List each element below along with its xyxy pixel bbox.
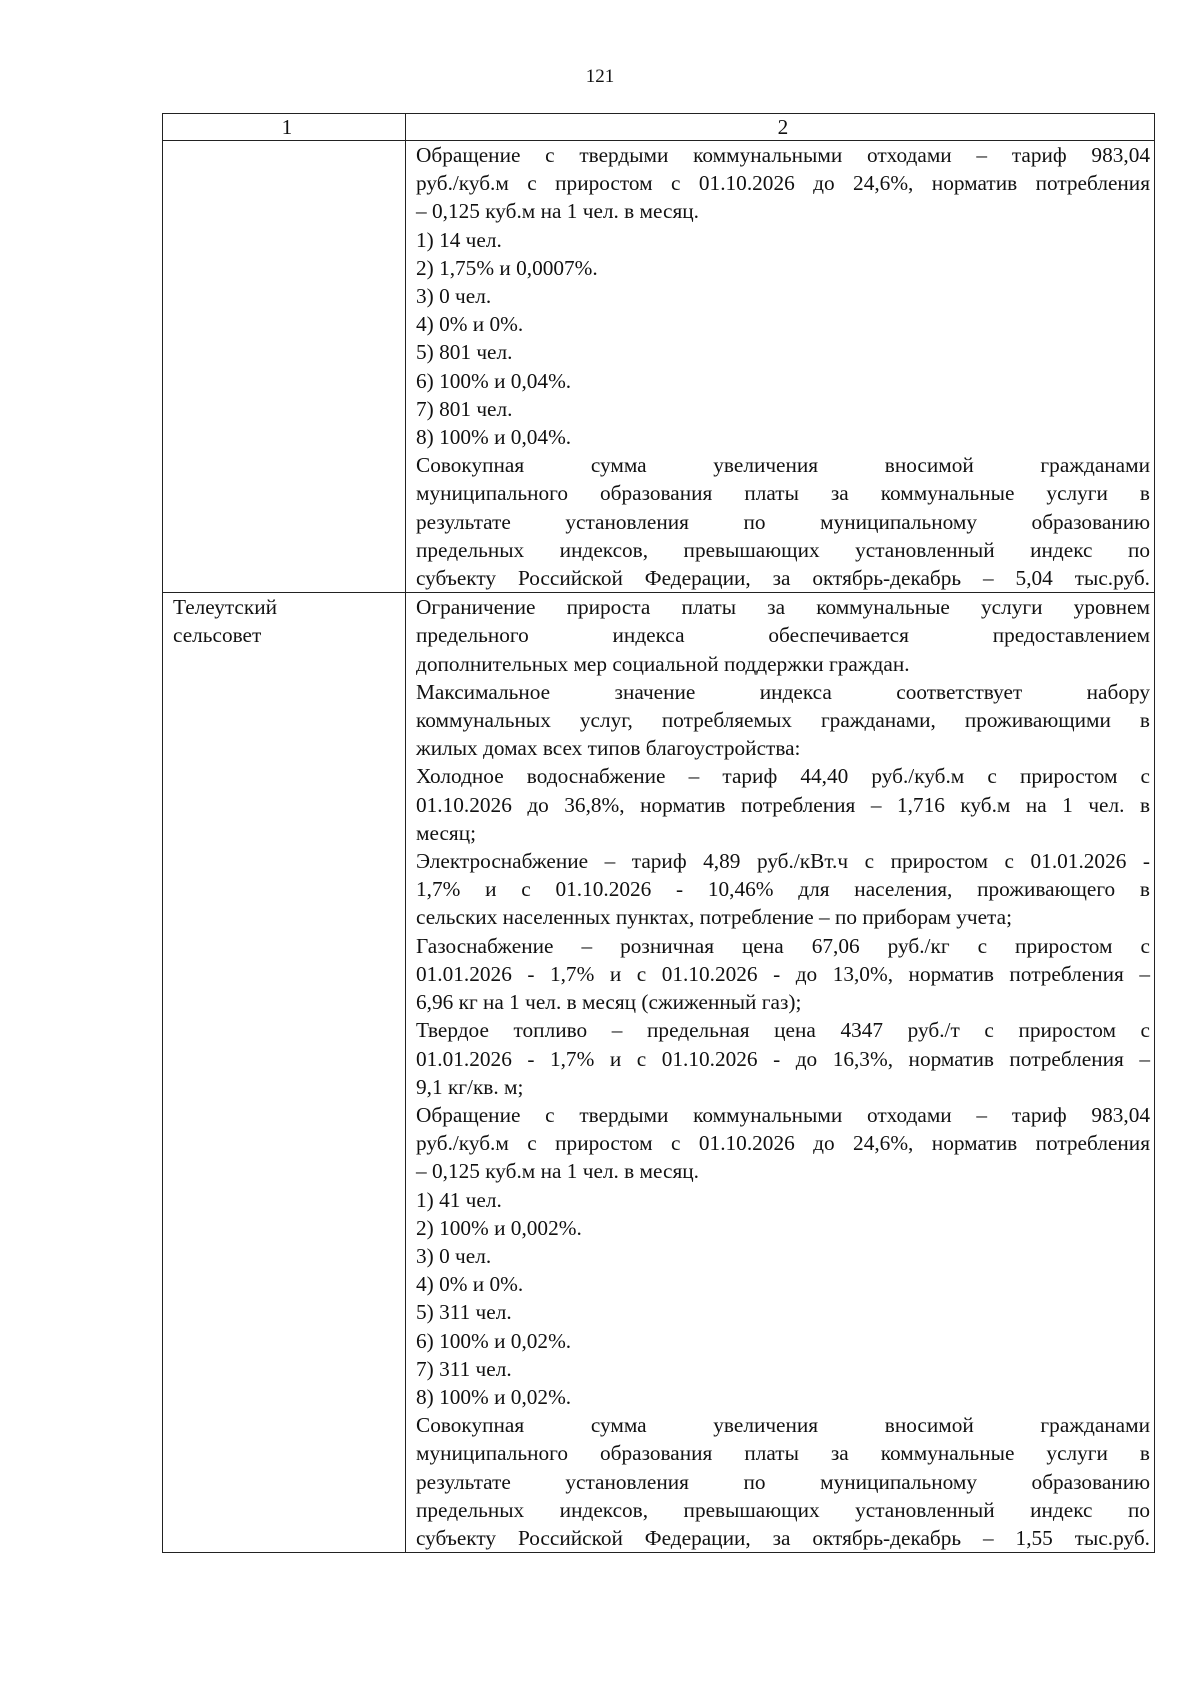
list-item: 3) 0 чел.	[416, 284, 492, 309]
municipality-name-line: Телеутский	[173, 595, 278, 620]
table-header-row	[163, 114, 1155, 141]
list-item: 5) 311 чел.	[416, 1300, 512, 1325]
list-item: 2) 1,75% и 0,0007%.	[416, 255, 598, 280]
text-line: 01.01.2026 - 1,7% и с 01.10.2026 - до 16,3%, норматив потребления –	[416, 1046, 1150, 1071]
table-body	[163, 114, 1155, 1553]
text-line: руб./куб.м с приростом с 01.10.2026 до 24,6%, норматив потребления	[416, 171, 1150, 196]
text-line: предельного индекса обеспечивается предоставлением	[416, 623, 1150, 648]
column-header-1: 1	[163, 114, 406, 141]
list-item: 8) 100% и 0,02%.	[416, 1384, 572, 1409]
text-line: муниципального образования платы за коммунальные услуги в	[416, 481, 1150, 506]
text-line: месяц;	[416, 820, 477, 845]
list-item: 2) 100% и 0,002%.	[416, 1215, 582, 1240]
text-line: – 0,125 куб.м на 1 чел. в месяц.	[416, 199, 699, 224]
table-row	[163, 141, 1155, 593]
text-line: муниципального образования платы за коммунальные услуги в	[416, 1441, 1150, 1466]
list-item: 4) 0% и 0%.	[416, 312, 524, 337]
text-line: 1,7% и с 01.10.2026 - 10,46% для населения, проживающего в	[416, 877, 1150, 902]
description-cell	[406, 141, 1155, 593]
text-line: руб./куб.м с приростом с 01.10.2026 до 24,6%, норматив потребления	[416, 1131, 1150, 1156]
text-line: – 0,125 куб.м на 1 чел. в месяц.	[416, 1159, 699, 1184]
text-line: коммунальных услуг, потребляемых гражданами, проживающими в	[416, 708, 1150, 733]
list-item: 6) 100% и 0,04%.	[416, 368, 572, 393]
list-item: 4) 0% и 0%.	[416, 1272, 524, 1297]
text-line: Совокупная сумма увеличения вносимой гражданами	[416, 1413, 1150, 1438]
list-item: 8) 100% и 0,04%.	[416, 425, 572, 450]
list-item: 1) 41 чел.	[416, 1187, 502, 1212]
text-line: 9,1 кг/кв. м;	[416, 1074, 524, 1099]
tariff-table	[162, 113, 1155, 1553]
text-line: 6,96 кг на 1 чел. в месяц (сжиженный газ);	[416, 990, 802, 1015]
text-line: Максимальное значение индекса соответствует набору	[416, 679, 1150, 704]
municipality-cell	[163, 593, 406, 1553]
text-line: жилых домах всех типов благоустройства:	[416, 736, 801, 761]
text-line: сельских населенных пунктах, потребление – по приборам учета;	[416, 905, 1012, 930]
municipality-name-line: сельсовет	[173, 623, 262, 648]
list-item: 5) 801 чел.	[416, 340, 513, 365]
text-line: дополнительных мер социальной поддержки граждан.	[416, 651, 910, 676]
table-row	[163, 593, 1155, 1553]
description-cell	[406, 593, 1155, 1553]
text-line: Газоснабжение – розничная цена 67,06 руб./кг с приростом с	[416, 933, 1150, 958]
text-line: Ограничение прироста платы за коммунальные услуги уровнем	[416, 595, 1150, 620]
text-line: результате установления по муниципальному образованию	[416, 509, 1150, 534]
text-line: предельных индексов, превышающих установленный индекс по	[416, 537, 1150, 562]
list-item: 1) 14 чел.	[416, 227, 502, 252]
list-item: 3) 0 чел.	[416, 1243, 492, 1268]
text-line: результате установления по муниципальному образованию	[416, 1469, 1150, 1494]
list-item: 7) 801 чел.	[416, 396, 513, 421]
text-line: Электроснабжение – тариф 4,89 руб./кВт.ч с приростом с 01.01.2026 -	[416, 849, 1150, 874]
text-line: Обращение с твердыми коммунальными отходами – тариф 983,04	[416, 1102, 1150, 1127]
text-line: Твердое топливо – предельная цена 4347 руб./т с приростом с	[416, 1018, 1150, 1043]
municipality-cell	[163, 141, 406, 593]
text-line: субъекту Российской Федерации, за октябрь-декабрь – 1,55 тыс.руб.	[416, 1525, 1150, 1550]
text-line: субъекту Российской Федерации, за октябрь-декабрь – 5,04 тыс.руб.	[416, 566, 1150, 591]
column-header-2: 2	[406, 114, 1155, 141]
list-item: 6) 100% и 0,02%.	[416, 1328, 572, 1353]
text-line: Холодное водоснабжение – тариф 44,40 руб./куб.м с приростом с	[416, 764, 1150, 789]
text-line: предельных индексов, превышающих установленный индекс по	[416, 1497, 1150, 1522]
list-item: 7) 311 чел.	[416, 1356, 512, 1381]
text-line: 01.01.2026 - 1,7% и с 01.10.2026 - до 13,0%, норматив потребления –	[416, 961, 1150, 986]
text-line: Совокупная сумма увеличения вносимой гражданами	[416, 453, 1150, 478]
page-number: 121	[585, 66, 615, 87]
text-line: 01.10.2026 до 36,8%, норматив потребления – 1,716 куб.м на 1 чел. в	[416, 792, 1150, 817]
text-line: Обращение с твердыми коммунальными отходами – тариф 983,04	[416, 143, 1150, 167]
